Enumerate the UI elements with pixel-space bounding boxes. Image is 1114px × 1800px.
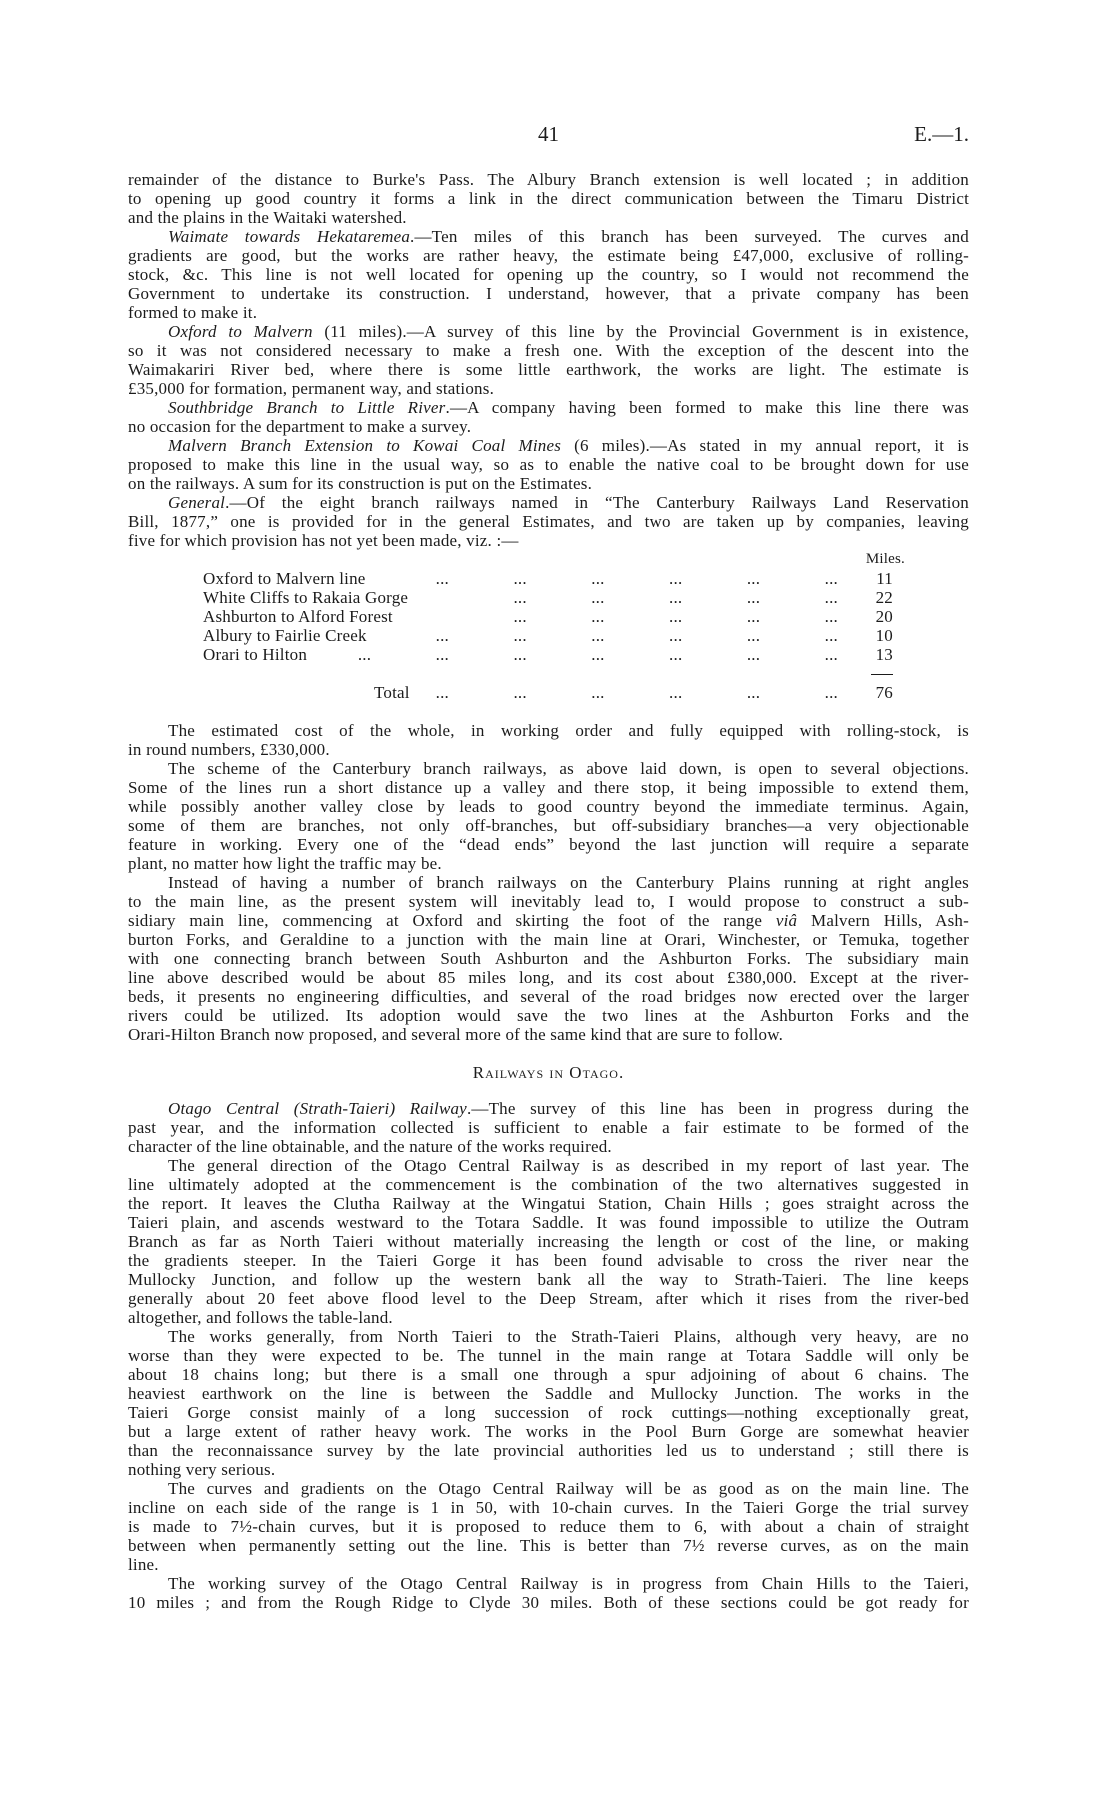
text-line xyxy=(128,170,969,189)
line-text: to opening up good country it forms a link in the direct communication between the Timaru District xyxy=(128,189,969,208)
table-row xyxy=(128,626,969,645)
table-row xyxy=(128,607,969,626)
paragraph xyxy=(128,1099,969,1156)
text-line xyxy=(128,398,969,417)
line-text: proposed to make this line in the usual way, so as to enable the native coal to be brought down for use xyxy=(128,455,969,474)
text-line xyxy=(128,1270,969,1289)
text-line xyxy=(128,816,969,835)
line-text: Branch as far as North Taieri without materially increasing the length or cost of the line, or making xyxy=(128,1232,969,1251)
line-text: burton Forks, and Geraldine to a junction with the main line at Orari, Winchester, or Temuka, together xyxy=(128,930,969,949)
branch-mileage-table xyxy=(128,550,969,702)
line-text: worse than they were expected to be. The tunnel in the main range at Totara Saddle will only be xyxy=(128,1346,969,1365)
italic-text: Otago Central (Strath-Taieri) Railway xyxy=(168,1099,467,1118)
text-line xyxy=(128,759,969,778)
text-line xyxy=(128,854,969,873)
line-text: but a large extent of rather heavy work. The works in the Pool Burn Gorge are somewhat heavier xyxy=(128,1422,969,1441)
table-row xyxy=(128,645,969,664)
total-miles: 76 xyxy=(875,683,893,702)
line-text: Orari-Hilton Branch now proposed, and several more of the same kind that are sure to follow. xyxy=(128,1025,784,1044)
text-line xyxy=(128,1327,969,1346)
branch-railway-paragraphs xyxy=(128,227,969,550)
text-line xyxy=(128,930,969,949)
miles-column-header: Miles. xyxy=(865,551,905,567)
text-line xyxy=(128,322,969,341)
dot-leaders: ... ... ... ... ... xyxy=(513,607,838,626)
scheme-paragraphs xyxy=(128,721,969,1044)
line-text: rivers could be utilized. Its adoption would save the two lines at the Ashburton Forks and the xyxy=(128,1006,969,1025)
paragraph xyxy=(128,436,969,493)
line-text: (11 miles).—A survey of this line by the Provincial Government is in existence, xyxy=(312,322,969,341)
text-line xyxy=(128,1156,969,1175)
line-text: The general direction of the Otago Central Railway is as described in my report of last year. The xyxy=(168,1156,969,1175)
paragraph xyxy=(128,1156,969,1327)
text-line xyxy=(128,284,969,303)
line-text: Mullocky Junction, and follow up the western bank all the way to Strath-Taieri. The line keeps xyxy=(128,1270,969,1289)
text-line xyxy=(128,246,969,265)
text-line xyxy=(128,1194,969,1213)
text-line xyxy=(128,1118,969,1137)
text-line xyxy=(128,1251,969,1270)
text-line xyxy=(128,1555,969,1574)
railway-line-name: Oxford to Malvern line xyxy=(203,569,366,588)
line-text: beds, it presents no engineering difficulties, and several of the road bridges now erected over the larger xyxy=(128,987,969,1006)
line-text: past year, and the information collected is sufficient to enable a fair estimate to be formed of the xyxy=(128,1118,969,1137)
text-line xyxy=(128,1422,969,1441)
text-line xyxy=(128,1593,969,1612)
text-line xyxy=(128,265,969,284)
otago-railway-paragraphs xyxy=(128,1099,969,1574)
line-text: Taieri plain, and ascends westward to the Totara Saddle. It was found impossible to utilize the Outram xyxy=(128,1213,969,1232)
line-text: .—Ten miles of this branch has been surveyed. The curves and xyxy=(410,227,969,246)
dot-leaders: ... ... ... ... ... xyxy=(513,588,838,607)
paragraph xyxy=(128,1327,969,1479)
paragraph xyxy=(128,493,969,550)
text-line xyxy=(128,968,969,987)
table-total-row xyxy=(128,683,969,702)
text-line xyxy=(128,1308,969,1327)
total-rule xyxy=(871,674,893,675)
text-line xyxy=(128,911,969,930)
paragraph xyxy=(128,759,969,873)
text-line xyxy=(128,778,969,797)
table-body xyxy=(128,569,969,664)
text-line xyxy=(128,360,969,379)
text-line xyxy=(128,987,969,1006)
line-text: and the plains in the Waitaki watershed. xyxy=(128,208,407,227)
page-number: 41 xyxy=(538,122,559,146)
line-text: no occasion for the department to make a survey. xyxy=(128,417,472,436)
italic-text: General xyxy=(168,493,226,512)
line-text: heaviest earthwork on the line is between the Saddle and Mullocky Junction. The works in the xyxy=(128,1384,969,1403)
italic-text: Southbridge Branch to Little River xyxy=(168,398,446,417)
line-text: line above described would be about 85 miles long, and its cost about £380,000. Except at the river- xyxy=(128,968,969,987)
line-text: altogether, and follows the table-land. xyxy=(128,1308,393,1327)
line-text: about 18 chains long; but there is a small one through a spur adjoining of about 6 chains. The xyxy=(128,1365,969,1384)
text-line xyxy=(128,341,969,360)
dot-leaders: ... ... ... ... ... ... xyxy=(435,683,838,702)
text-line xyxy=(128,1213,969,1232)
line-text: five for which provision has not yet been made, viz. :— xyxy=(128,531,519,550)
text-line xyxy=(128,1006,969,1025)
line-text: the gradients steeper. In the Taieri Gorge it has been found advisable to cross the river near the xyxy=(128,1251,969,1270)
text-line xyxy=(128,1175,969,1194)
text-line xyxy=(128,1137,969,1156)
italic-text: viâ xyxy=(775,911,798,930)
text-line xyxy=(128,721,969,740)
line-text: .—A company having been formed to make this line there was xyxy=(445,398,969,417)
line-text: with one connecting branch between South Ashburton and the Ashburton Forks. The subsidiary main xyxy=(128,949,969,968)
text-line xyxy=(128,1099,969,1118)
line-text: between when permanently setting out the line. This is better than 7½ reverse curves, as on the main xyxy=(128,1536,969,1555)
line-text: in round numbers, £330,000. xyxy=(128,740,330,759)
railway-line-name: Ashburton to Alford Forest xyxy=(203,607,393,626)
line-text: character of the line obtainable, and the nature of the works required. xyxy=(128,1137,612,1156)
text-line xyxy=(128,740,969,759)
text-line xyxy=(128,892,969,911)
paragraph xyxy=(128,1574,969,1612)
line-text: Instead of having a number of branch railways on the Canterbury Plains running at right angles xyxy=(168,873,969,892)
line-text: nothing very serious. xyxy=(128,1460,276,1479)
paragraph xyxy=(128,322,969,398)
line-text: is made to 7½-chain curves, but it is proposed to reduce them to 6, with about a chain of straight xyxy=(128,1517,969,1536)
text-line xyxy=(128,531,969,550)
text-line xyxy=(128,455,969,474)
line-text: Taieri Gorge consist mainly of a long succession of rock cuttings—nothing exceptionally great, xyxy=(128,1403,969,1422)
line-text: .—Of the eight branch railways named in “The Canterbury Railways Land Reservation xyxy=(225,493,969,512)
line-text: The works generally, from North Taieri to the Strath-Taieri Plains, although very heavy, are no xyxy=(168,1327,969,1346)
text-line xyxy=(128,303,969,322)
total-rule-row xyxy=(128,664,969,683)
paragraph xyxy=(128,1479,969,1574)
dot-leaders: ... ... ... ... ... ... xyxy=(435,569,838,588)
line-text: the report. It leaves the Clutha Railway at the Wingatui Station, Chain Hills ; goes straight across the xyxy=(128,1194,969,1213)
text-line xyxy=(128,949,969,968)
text-line xyxy=(128,1346,969,1365)
line-text: to the main line, as the present system will inevitably lead to, I would propose to construct a sub- xyxy=(128,892,969,911)
railway-line-name: Albury to Fairlie Creek xyxy=(203,626,367,645)
paragraph xyxy=(128,398,969,436)
line-text: some of them are branches, not only off-branches, but off-subsidiary branches—a very objectionable xyxy=(128,816,969,835)
paragraph xyxy=(128,873,969,1044)
line-text: The curves and gradients on the Otago Central Railway will be as good as on the main line. The xyxy=(168,1479,969,1498)
miles-value: 11 xyxy=(876,569,893,588)
text-line xyxy=(128,1025,969,1044)
line-text: line. xyxy=(128,1555,159,1574)
line-text: Waimakariri River bed, where there is some little earthwork, the works are light. The estimate is xyxy=(128,360,969,379)
railway-line-name: Orari to Hilton xyxy=(203,645,308,664)
line-text: Some of the lines run a short distance up a valley and there stop, it being impossible to extend them, xyxy=(128,778,969,797)
italic-text: Oxford to Malvern xyxy=(168,322,313,341)
line-text: stock, &c. This line is not well located for opening up the country, so I would not recommend the xyxy=(128,265,969,284)
line-text: Bill, 1877,” one is provided for in the general Estimates, and two are taken up by companies, leaving xyxy=(128,512,969,531)
text-line xyxy=(128,1232,969,1251)
text-line xyxy=(128,1536,969,1555)
line-text: plant, no matter how light the traffic may be. xyxy=(128,854,442,873)
line-text: The working survey of the Otago Central Railway is in progress from Chain Hills to the Taieri, xyxy=(168,1574,969,1593)
line-text: .—The survey of this line has been in progress during the xyxy=(466,1099,969,1118)
line-text: than the reconnaissance survey by the late provincial authorities led us to understand ; still there is xyxy=(128,1441,969,1460)
text-line xyxy=(128,208,969,227)
page-header xyxy=(128,121,969,147)
line-text: so it was not considered necessary to make a fresh one. With the exception of the descent into the xyxy=(128,341,969,360)
section-heading: Railways in Otago. xyxy=(472,1063,625,1082)
line-text: The estimated cost of the whole, in working order and fully equipped with rolling-stock, is xyxy=(168,721,969,740)
text-line xyxy=(128,1384,969,1403)
line-text: sidiary main line, commencing at Oxford and skirting the foot of the range xyxy=(128,911,776,930)
line-text: generally about 20 feet above flood level to the Deep Stream, after which it rises from the river-bed xyxy=(128,1289,969,1308)
miles-value: 10 xyxy=(875,626,893,645)
text-line xyxy=(128,227,969,246)
text-line xyxy=(128,1289,969,1308)
dot-leaders: ... ... ... ... ... ... ... xyxy=(357,645,838,664)
text-line xyxy=(128,1498,969,1517)
text-line xyxy=(128,1460,969,1479)
text-line xyxy=(128,512,969,531)
table-header-row xyxy=(128,550,969,569)
table-row xyxy=(128,569,969,588)
text-line xyxy=(128,417,969,436)
text-line xyxy=(128,1403,969,1422)
railway-line-name: White Cliffs to Rakaia Gorge xyxy=(203,588,409,607)
line-text: gradients are good, but the works are rather heavy, the estimate being £47,000, exclusive of rolling- xyxy=(128,246,969,265)
miles-value: 20 xyxy=(875,607,893,626)
line-text: (6 miles).—As stated in my annual report, it is xyxy=(561,436,969,455)
paragraph xyxy=(128,721,969,759)
continued-paragraph xyxy=(128,1574,969,1612)
dot-leaders: ... ... ... ... ... ... xyxy=(435,626,838,645)
text-line xyxy=(128,436,969,455)
text-line xyxy=(128,474,969,493)
line-text: formed to make it. xyxy=(128,303,258,322)
text-line xyxy=(128,1441,969,1460)
line-text: Malvern Hills, Ash- xyxy=(797,911,969,930)
line-text: incline on each side of the range is 1 in 50, with 10-chain curves. In the Taieri Gorge the trial survey xyxy=(128,1498,969,1517)
line-text: remainder of the distance to Burke's Pass. The Albury Branch extension is well located ; in addition xyxy=(128,170,969,189)
text-line xyxy=(128,873,969,892)
line-text: while possibly another valley close by leads to good country beyond the immediate terminus. Again, xyxy=(128,797,969,816)
line-text: The scheme of the Canterbury branch railways, as above laid down, is open to several objections. xyxy=(168,759,969,778)
line-text: line ultimately adopted at the commencement is the combination of the two alternatives suggested in xyxy=(128,1175,969,1194)
text-line xyxy=(128,1574,969,1593)
text-line xyxy=(128,1365,969,1384)
document-reference: E.—1. xyxy=(914,122,969,146)
paragraph xyxy=(128,227,969,322)
text-line xyxy=(128,835,969,854)
text-line xyxy=(128,1517,969,1536)
report-body xyxy=(128,170,969,1612)
text-line xyxy=(128,1479,969,1498)
miles-value: 13 xyxy=(875,645,893,664)
carried-over-paragraph xyxy=(128,170,969,227)
line-text: feature in working. Every one of the “dead ends” beyond the last junction will require a separate xyxy=(128,835,969,854)
text-line xyxy=(128,493,969,512)
line-text: on the railways. A sum for its construction is put on the Estimates. xyxy=(128,474,593,493)
text-line xyxy=(128,797,969,816)
total-label: Total xyxy=(374,683,410,702)
paragraph xyxy=(128,170,969,227)
line-text: 10 miles ; and from the Rough Ridge to Clyde 30 miles. Both of these sections could be got ready for xyxy=(128,1593,969,1612)
italic-text: Malvern Branch Extension to Kowai Coal Mines xyxy=(168,436,562,455)
text-line xyxy=(128,189,969,208)
italic-text: Waimate towards Hekataremea xyxy=(168,227,411,246)
line-text: £35,000 for formation, permanent way, and stations. xyxy=(128,379,495,398)
miles-value: 22 xyxy=(875,588,893,607)
line-text: Government to undertake its construction. I understand, however, that a private company has been xyxy=(128,284,969,303)
table-row xyxy=(128,588,969,607)
text-line xyxy=(128,379,969,398)
